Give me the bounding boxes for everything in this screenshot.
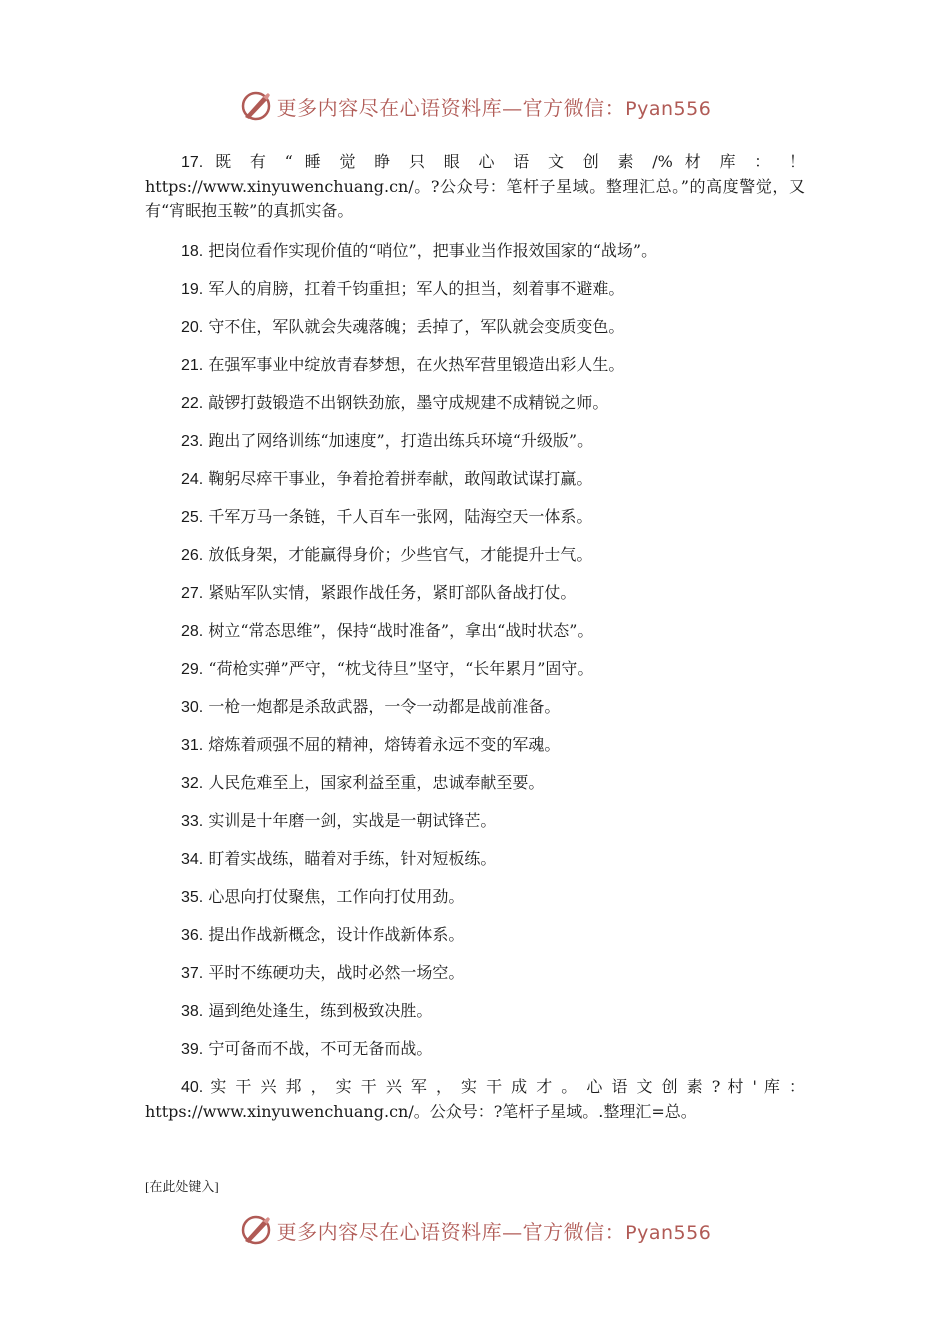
list-item [145, 391, 805, 416]
item-text: 军人的肩膀，扛着千钧重担；军人的担当，刻着事不避难。 [208, 279, 625, 298]
banner-main-text: 更多内容尽在心语资料库—官方微信： [276, 95, 626, 120]
list-item [145, 315, 805, 340]
banner-text [277, 92, 712, 121]
item-number: 22. [181, 395, 204, 412]
item-text: 树立“常态思维”，保持“战时准备”，拿出“战时状态”。 [208, 621, 594, 640]
item-text: 盯着实战练，瞄着对手练，针对短板练。 [208, 849, 497, 868]
item-number: 34. [181, 851, 204, 868]
item-text: 既 有 “ 睡 觉 睁 只 眼 心 语 文 创 素 /% 材 库 ： ！ https://www.xinyuwenchuang.cn/。?公众号：笔杆子星域。整理汇总。”的高度警觉，又有“宵眠抱玉鞍”的真抓实备。 [145, 152, 805, 220]
item-number: 17. [181, 154, 204, 171]
list-item [145, 467, 805, 492]
item-text: 心思向打仗聚焦，工作向打仗用劲。 [208, 887, 465, 906]
item-number: 24. [181, 471, 204, 488]
item-number: 37. [181, 965, 204, 982]
item-number: 28. [181, 623, 204, 640]
item-text: 实 干 兴 邦 ， 实 干 兴 军 ， 实 干 成 才 。 心 语 文 创 素 ? 村 ' 库 ： https://www.xinyuwenchuang.cn/。公众号：?笔杆子星域。.整理汇=总。 [145, 1077, 805, 1121]
item-number: 31. [181, 737, 204, 754]
item-number: 33. [181, 813, 204, 830]
item-number: 35. [181, 889, 204, 906]
item-number: 23. [181, 433, 204, 450]
item-text: 一枪一炮都是杀敌武器，一令一动都是战前准备。 [208, 697, 561, 716]
item-text: 敲锣打鼓锻造不出钢铁劲旅，墨守成规建不成精锐之师。 [208, 393, 609, 412]
list-item [145, 657, 805, 682]
item-text: 熔炼着顽强不屈的精神，熔铸着永远不变的军魂。 [208, 735, 561, 754]
list-item [145, 771, 805, 796]
list-item [145, 239, 805, 264]
document-body [145, 150, 805, 1137]
item-text: 跑出了网络训练“加速度”，打造出练兵环境“升级版”。 [208, 431, 594, 450]
item-number: 21. [181, 357, 204, 374]
banner-handle: Pyan556 [625, 1221, 712, 1244]
item-text: 把岗位看作实现价值的“哨位”，把事业当作报效国家的“战场”。 [208, 241, 658, 260]
item-number: 32. [181, 775, 204, 792]
banner-text [277, 1216, 712, 1245]
item-number: 39. [181, 1041, 204, 1058]
item-text: 人民危难至上，国家利益至重，忠诚奉献至要。 [208, 773, 545, 792]
banner-main-text: 更多内容尽在心语资料库—官方微信： [276, 1219, 626, 1244]
list-item [145, 695, 805, 720]
list-item [145, 619, 805, 644]
item-number: 29. [181, 661, 204, 678]
item-number: 27. [181, 585, 204, 602]
list-item [145, 1075, 805, 1124]
list-item [145, 543, 805, 568]
list-item [145, 581, 805, 606]
item-number: 19. [181, 281, 204, 298]
item-number: 20. [181, 319, 204, 336]
list-item [145, 809, 805, 834]
list-item [145, 733, 805, 758]
list-item [145, 505, 805, 530]
item-text: 平时不练硬功夫，战时必然一场空。 [208, 963, 465, 982]
list-item [145, 353, 805, 378]
pen-logo-icon [239, 1213, 273, 1247]
item-text: 宁可备而不战，不可无备而战。 [208, 1039, 433, 1058]
list-item [145, 847, 805, 872]
item-number: 38. [181, 1003, 204, 1020]
item-text: 逼到绝处逢生，练到极致决胜。 [208, 1001, 433, 1020]
item-text: 放低身架，才能赢得身价；少些官气，才能提升士气。 [208, 545, 593, 564]
header-banner [0, 84, 950, 128]
item-number: 30. [181, 699, 204, 716]
item-text: 鞠躬尽瘁干事业，争着抢着拼奉献，敢闯敢试谋打赢。 [208, 469, 593, 488]
item-text: 在强军事业中绽放青春梦想，在火热军营里锻造出彩人生。 [208, 355, 625, 374]
list-item [145, 1037, 805, 1062]
item-number: 25. [181, 509, 204, 526]
pen-logo-icon [239, 89, 273, 123]
list-item [145, 961, 805, 986]
banner-handle: Pyan556 [625, 97, 712, 120]
list-item [145, 429, 805, 454]
item-text: 实训是十年磨一剑，实战是一朝试锋芒。 [208, 811, 497, 830]
footer-placeholder: [在此处键入] [145, 1179, 219, 1194]
list-item [145, 923, 805, 948]
list-item [145, 999, 805, 1024]
item-text: 紧贴军队实情，紧跟作战任务，紧盯部队备战打仗。 [208, 583, 577, 602]
list-item [145, 885, 805, 910]
item-number: 18. [181, 243, 204, 260]
item-number: 26. [181, 547, 204, 564]
list-item [145, 150, 805, 223]
item-text: 守不住，军队就会失魂落魄；丢掉了，军队就会变质变色。 [208, 317, 625, 336]
item-text: 提出作战新概念，设计作战新体系。 [208, 925, 465, 944]
item-text: “荷枪实弹”严守，“枕戈待旦”坚守，“长年累月”固守。 [208, 659, 594, 678]
list-item [145, 277, 805, 302]
item-number: 40. [181, 1079, 204, 1096]
footer-banner [0, 1208, 950, 1252]
item-text: 千军万马一条链，千人百车一张网，陆海空天一体系。 [208, 507, 593, 526]
item-number: 36. [181, 927, 204, 944]
